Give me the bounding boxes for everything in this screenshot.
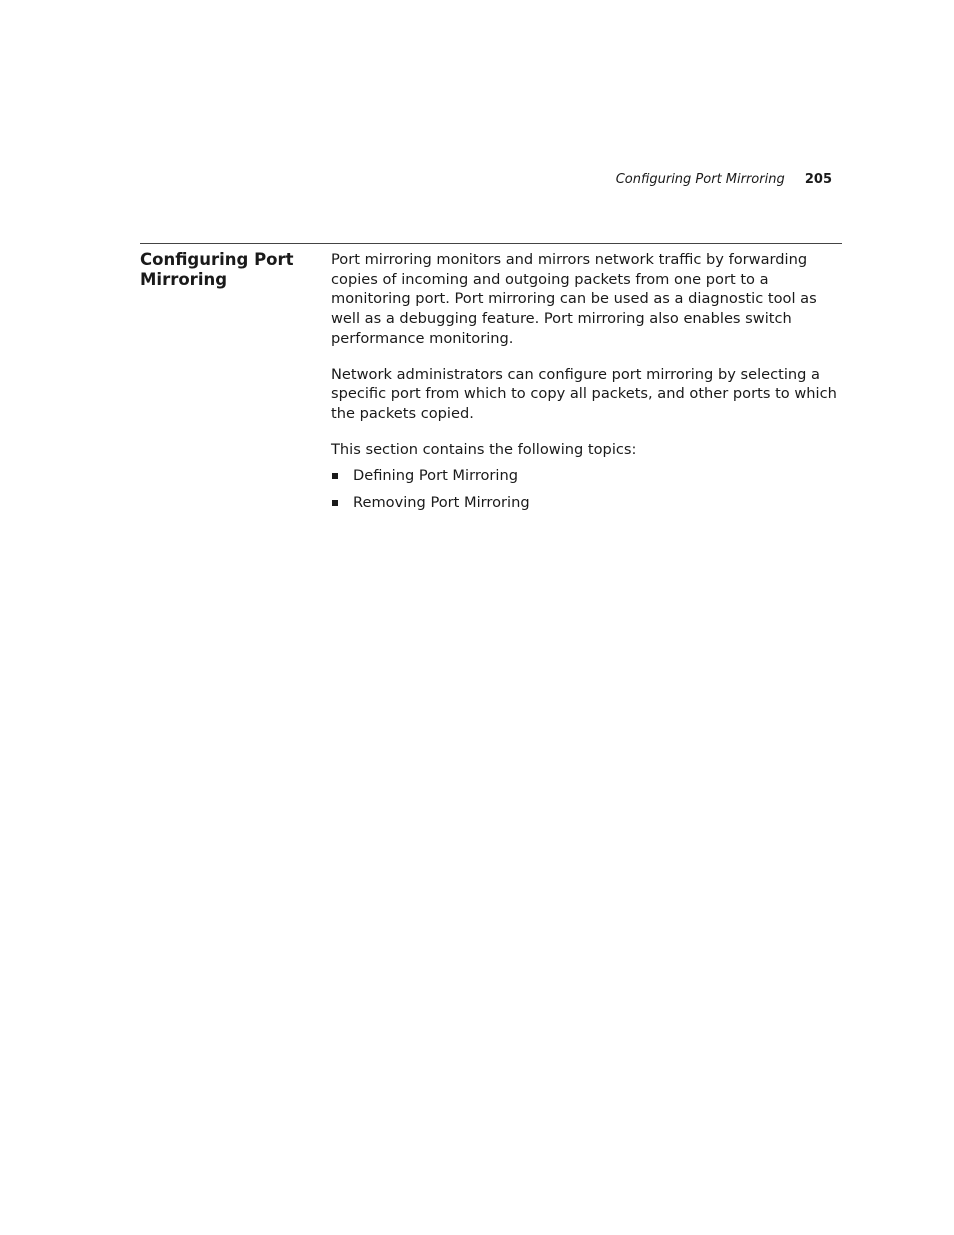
section-body — [331, 250, 846, 520]
running-header — [616, 171, 832, 189]
page-number: 205 — [804, 172, 832, 187]
topic-item — [331, 466, 846, 486]
section-heading: Configuring Port Mirroring — [140, 250, 294, 289]
topic-label: Removing Port Mirroring — [353, 494, 530, 512]
square-bullet-icon — [332, 473, 338, 479]
square-bullet-icon — [332, 500, 338, 506]
body-paragraph: Port mirroring monitors and mirrors network traffic by forwarding copies of incoming and outgoing packets from one port to a monitoring port. Port mirroring can be used as a diagnostic tool as well as a debugging feature. Port mirroring also enables switch performance monitoring. — [331, 251, 817, 347]
topics-intro: This section contains the following topics: — [331, 440, 637, 458]
running-header-title: Configuring Port Mirroring — [615, 172, 785, 187]
topic-item — [331, 493, 846, 513]
topic-list — [331, 466, 846, 512]
section-divider — [140, 243, 842, 244]
body-paragraph: Network administrators can configure port mirroring by selecting a specific port from which to copy all packets, and other ports to which the packets copied. — [331, 365, 837, 422]
topic-label: Defining Port Mirroring — [353, 467, 518, 485]
